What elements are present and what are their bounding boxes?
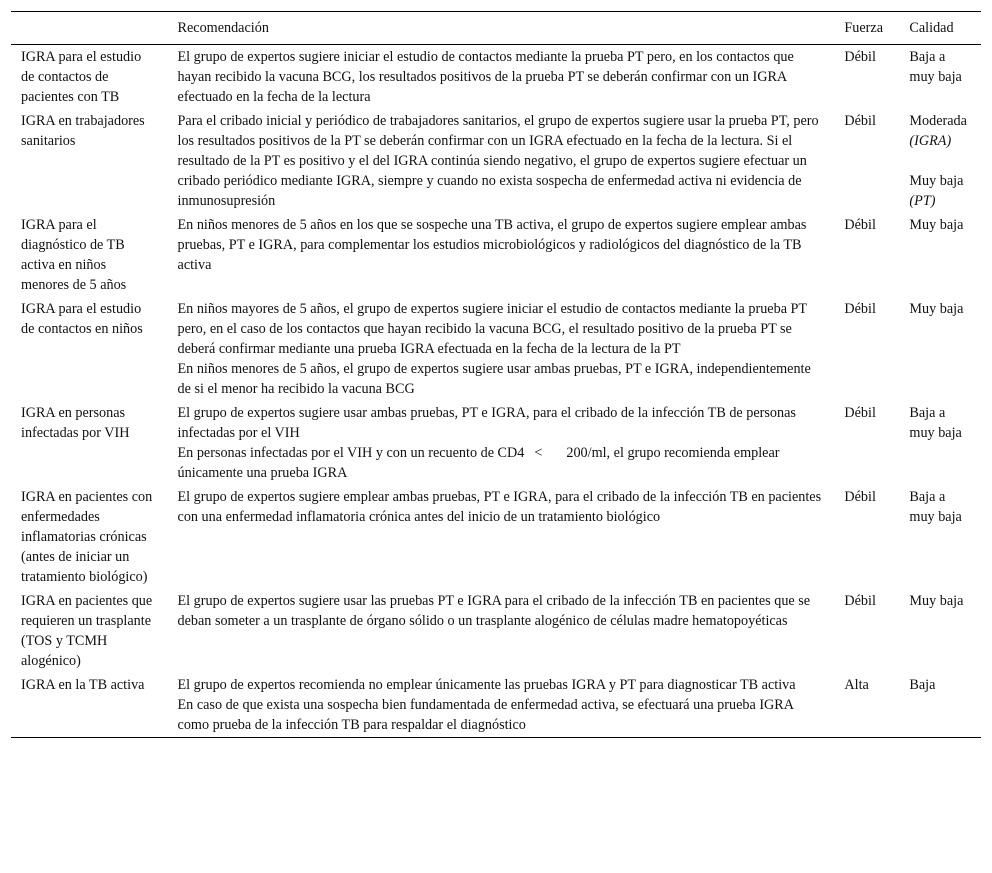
header-strength: Fuerza <box>844 20 883 36</box>
recommendations-table <box>11 11 981 738</box>
header-quality: Calidad <box>909 20 954 36</box>
recommendation-cell <box>168 673 835 738</box>
table-row <box>11 401 981 485</box>
recommendation-text: El grupo de expertos sugiere emplear ambas pruebas, PT e IGRA, para el cribado de la infección TB en pacientes con una enfermedad inflamatoria crónica antes del inicio de un tratamiento biológico <box>177 489 822 525</box>
topic-cell: IGRA en personas infectadas por VIH <box>21 405 130 441</box>
recommendation-cell <box>168 401 835 485</box>
quality-pt-note: (PT) <box>909 193 936 209</box>
strength-cell: Débil <box>844 489 876 505</box>
quality-cell: Muy baja <box>909 593 964 609</box>
strength-cell: Débil <box>844 301 876 317</box>
header-topic <box>11 12 168 45</box>
table-row <box>11 297 981 401</box>
quality-cell: Baja a muy baja <box>909 49 962 85</box>
table-row <box>11 45 981 110</box>
strength-cell: Débil <box>844 113 876 129</box>
recommendation-cell <box>168 213 835 297</box>
topic-cell: IGRA para el estudio de contactos de pacientes con TB <box>21 49 142 105</box>
recommendation-text-part: 200/ml, el grupo recomienda emplear únicamente una prueba IGRA <box>177 445 780 481</box>
recommendations-table-wrapper <box>11 11 981 738</box>
table-row <box>11 589 981 673</box>
recommendation-cell <box>168 485 835 589</box>
quality-cell: Muy baja <box>909 217 964 233</box>
recommendation-text: En niños menores de 5 años en los que se sospeche una TB activa, el grupo de expertos sugiere emplear ambas pruebas, PT e IGRA, para complementar los estudios microbiológicos y radiológicos del diagnóstico de la TB activa <box>177 217 807 273</box>
recommendation-cell <box>168 109 835 213</box>
topic-cell: IGRA para el estudio de contactos en niños <box>21 301 143 337</box>
quality-cell: Baja <box>909 677 936 693</box>
quality-cell <box>899 109 981 213</box>
quality-pt: Muy baja <box>909 173 964 189</box>
recommendation-text: El grupo de expertos sugiere usar las pruebas PT e IGRA para el cribado de la infección TB en pacientes que se deban someter a un trasplante de órgano sólido o un trasplante alogénico de células madre hematopoyéticas <box>177 593 811 629</box>
recommendation-text-part: En personas infectadas por el VIH y con un recuento de CD4 <box>177 445 525 461</box>
recommendation-text: En caso de que exista una sospecha bien fundamentada de enfermedad activa, se efectuará una prueba IGRA como prueba de la infección TB para respaldar el diagnóstico <box>177 697 794 733</box>
less-than-symbol: < <box>534 445 543 461</box>
topic-cell: IGRA en la TB activa <box>21 677 145 693</box>
strength-cell: Débil <box>844 217 876 233</box>
strength-cell: Débil <box>844 593 876 609</box>
table-row <box>11 109 981 213</box>
table-row <box>11 673 981 738</box>
recommendation-text: El grupo de expertos recomienda no emplear únicamente las pruebas IGRA y PT para diagnosticar TB activa <box>177 677 796 693</box>
quality-igra-note: (IGRA) <box>909 133 952 149</box>
strength-cell: Débil <box>844 49 876 65</box>
quality-cell: Baja a muy baja <box>909 405 962 441</box>
recommendation-text: El grupo de expertos sugiere iniciar el estudio de contactos mediante la prueba PT pero, en los contactos que hayan recibido la vacuna BCG, los resultados positivos de la prueba PT se deberán confirmar con un IGRA efectuado en la fecha de la lectura <box>177 49 794 105</box>
recommendation-text <box>178 443 825 483</box>
quality-cell: Baja a muy baja <box>909 489 962 525</box>
header-recommendation: Recomendación <box>177 20 269 36</box>
quality-igra: Moderada <box>909 113 967 129</box>
table-header-row <box>11 12 981 45</box>
recommendation-cell <box>168 589 835 673</box>
topic-cell: IGRA para el diagnóstico de TB activa en niños menores de 5 años <box>21 217 127 293</box>
recommendation-text: En niños mayores de 5 años, el grupo de expertos sugiere iniciar el estudio de contactos mediante la prueba PT pero, en el caso de los contactos que hayan recibido la vacuna BCG, el resultado positivo de la prueba PT se deberá confirmar mediante una prueba IGRA efectuada en la fecha de la lectura de la PT <box>177 301 807 357</box>
topic-cell: IGRA en pacientes con enfermedades inflamatorias crónicas (antes de iniciar un tratamiento biológico) <box>21 489 153 585</box>
strength-cell: Alta <box>844 677 869 693</box>
recommendation-text: El grupo de expertos sugiere usar ambas pruebas, PT e IGRA, para el cribado de la infección TB de personas infectadas por el VIH <box>177 405 796 441</box>
table-row <box>11 213 981 297</box>
recommendation-text: En niños menores de 5 años, el grupo de expertos sugiere usar ambas pruebas, PT e IGRA, independientemente de si el menor ha recibido la vacuna BCG <box>177 361 811 397</box>
strength-cell: Débil <box>844 405 876 421</box>
topic-cell: IGRA en trabajadores sanitarios <box>21 113 145 149</box>
quality-cell: Muy baja <box>909 301 964 317</box>
recommendation-cell <box>168 297 835 401</box>
table-row <box>11 485 981 589</box>
topic-cell: IGRA en pacientes que requieren un trasplante (TOS y TCMH alogénico) <box>21 593 153 669</box>
recommendation-text: Para el cribado inicial y periódico de trabajadores sanitarios, el grupo de expertos sugiere usar la prueba PT, pero los resultados positivos de la PT se deberán confirmar con un IGRA efectuado en la fecha de la lectura. Si el resultado de la PT es positivo y el del IGRA continúa siendo negativo, el grupo de expertos sugiere efectuar un cribado periódico mediante IGRA, siempre y cuando no exista sospecha de enfermedad activa ni evidencia de inmunosupresión <box>177 113 819 209</box>
recommendation-cell <box>168 45 835 110</box>
